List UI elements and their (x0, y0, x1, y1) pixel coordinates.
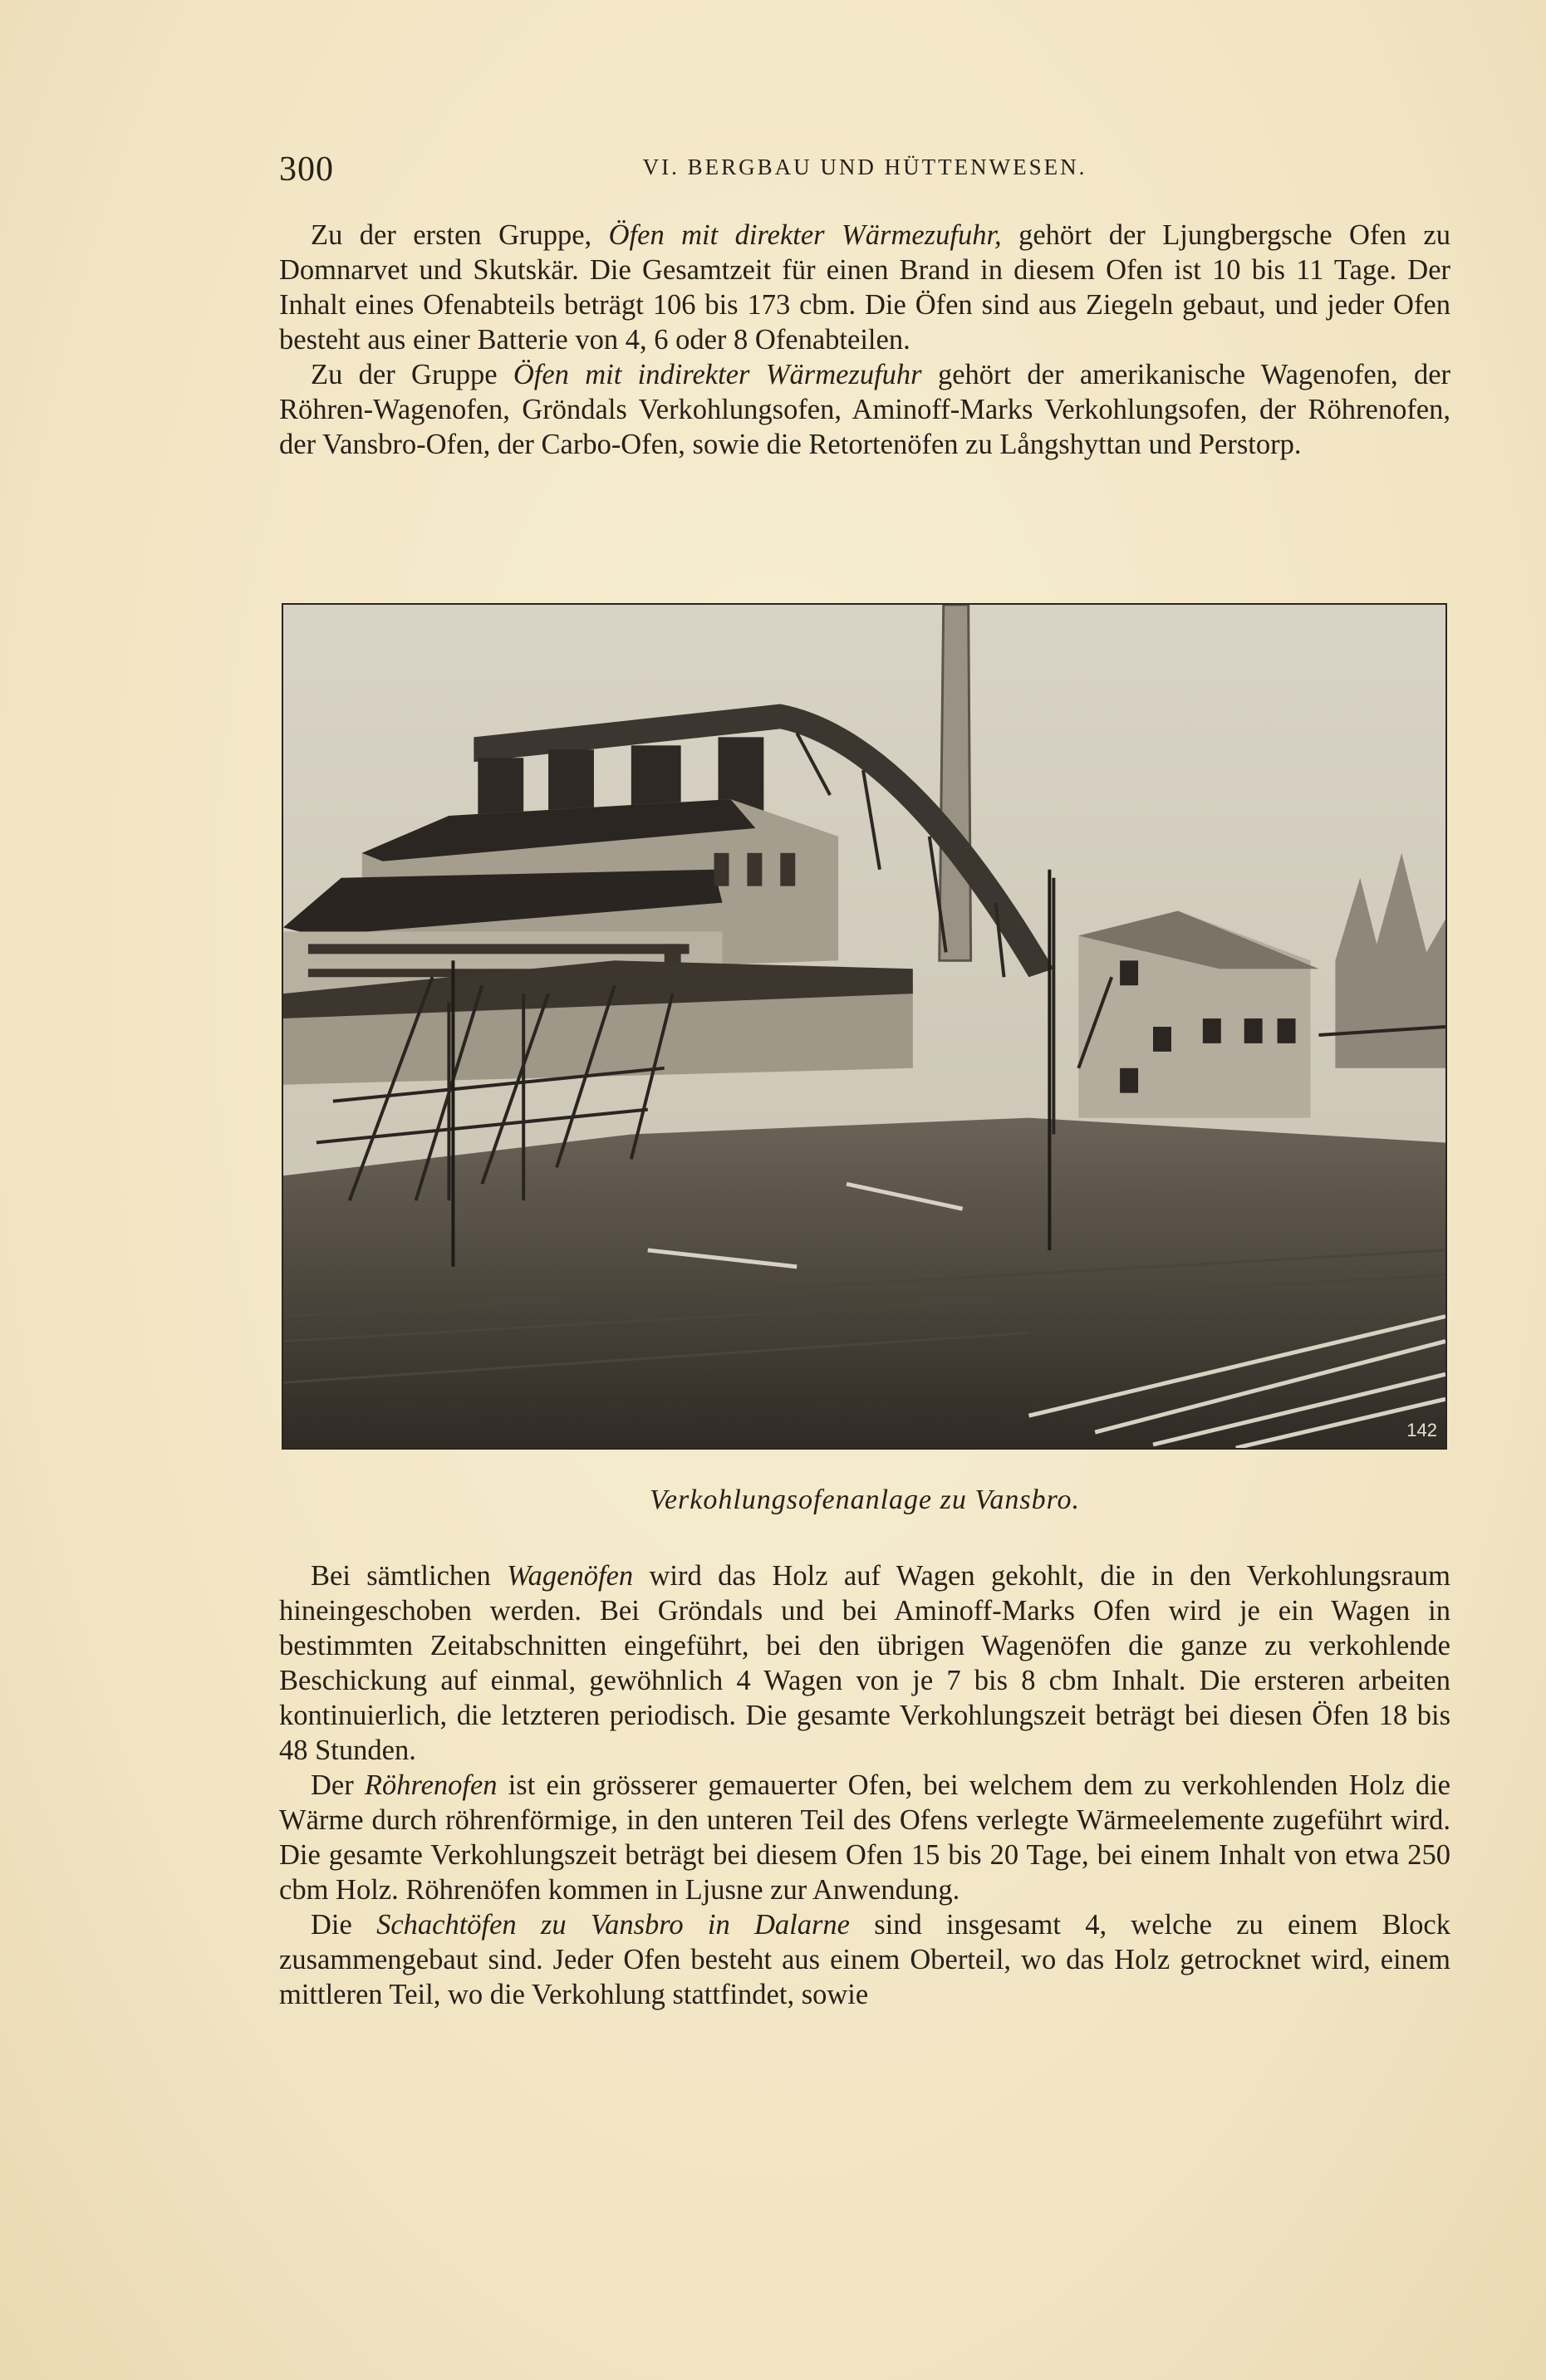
paragraph (279, 1907, 1450, 2012)
text-run: Bei sämtlichen (311, 1560, 508, 1592)
paragraph (279, 218, 1450, 357)
text-run: ist ein grösserer gemauerter Ofen, bei welchem dem zu verkohlenden Holz die Wärme durch röhrenförmige, in den unteren Teil des Ofens verlegte Wärmeelemente zugeführt wird. Die gesamte Verkohlungszeit beträgt bei diesem Ofen 15 bis 20 Tage, bei einem Inhalt von etwa 250 cbm Holz. Röhrenöfen kommen in Ljusne zur Anwendung. (279, 1769, 1450, 1906)
text-run: gehört der Ljungbergsche Ofen zu Domnarvet und Skutskär. Die Gesamtzeit für einen Brand in diesem Ofen ist 10 bis 11 Tage. Der Inhalt eines Ofenabteils beträgt 106 bis 173 cbm. Die Öfen sind aus Ziegeln gebaut, und jeder Ofen besteht aus einer Batterie von 4, 6 oder 8 Ofenabteilen. (279, 219, 1450, 356)
text-run: Die (311, 1909, 377, 1941)
figure-caption: Verkohlungsofenanlage zu Vansbro. (649, 1484, 1081, 1515)
plate-number: 142 (1406, 1420, 1437, 1440)
page-number: 300 (279, 150, 334, 189)
text-run: Zu der ersten Gruppe, (311, 219, 609, 251)
photograph-kiln-plant (283, 605, 1445, 1448)
text-run: Zu der Gruppe (311, 359, 513, 390)
page-header (279, 150, 1450, 199)
italic-run: Wagenöfen (507, 1560, 634, 1592)
paragraph (279, 1558, 1450, 1768)
paragraph (279, 357, 1450, 462)
italic-run: Öfen mit direkter Wärmezufuhr, (608, 219, 1002, 251)
text-block-bottom (279, 1558, 1450, 2012)
text-run: wird das Holz auf Wagen gekohlt, die in den Verkohlungsraum hineingeschoben werden. Bei Gröndals und bei Aminoff-Marks Ofen wird je ein Wagen in bestimmten Zeitabschnitten eingeführt, bei den übrigen Wagenöfen die ganze zu verkohlende Beschickung auf einmal, gewöhnlich 4 Wagen von je 7 bis 8 cbm Inhalt. Die ersteren arbeiten kontinuierlich, die letzteren periodisch. Die gesamte Verkohlungszeit beträgt bei diesen Öfen 18 bis 48 Stunden. (279, 1560, 1450, 1766)
italic-run: Schachtöfen zu Vansbro in Dalarne (376, 1909, 850, 1941)
italic-run: Öfen mit indirekter Wärmezufuhr (513, 359, 922, 390)
text-run: gehört der amerikanische Wagenofen, der Röhren-Wagenofen, Gröndals Verkohlungsofen, Aminoff-Marks Verkohlungsofen, der Röhrenofen, der Vansbro-Ofen, der Carbo-Ofen, sowie die Retortenöfen zu Långshyttan und Perstorp. (279, 359, 1451, 460)
paragraph (279, 1768, 1450, 1907)
text-run: Der (311, 1769, 365, 1801)
text-block-top (279, 218, 1450, 462)
italic-run: Röhrenofen (364, 1769, 498, 1801)
running-head: VI. BERGBAU UND HÜTTENWESEN. (642, 155, 1087, 179)
text-run: sind insgesamt 4, welche zu einem Block zusammengebaut sind. Jeder Ofen besteht aus einem Oberteil, wo das Holz getrocknet wird, einem mittleren Teil, wo die Verkohlung stattfindet, sowie (279, 1909, 1450, 2010)
photo-plate (282, 603, 1447, 1450)
